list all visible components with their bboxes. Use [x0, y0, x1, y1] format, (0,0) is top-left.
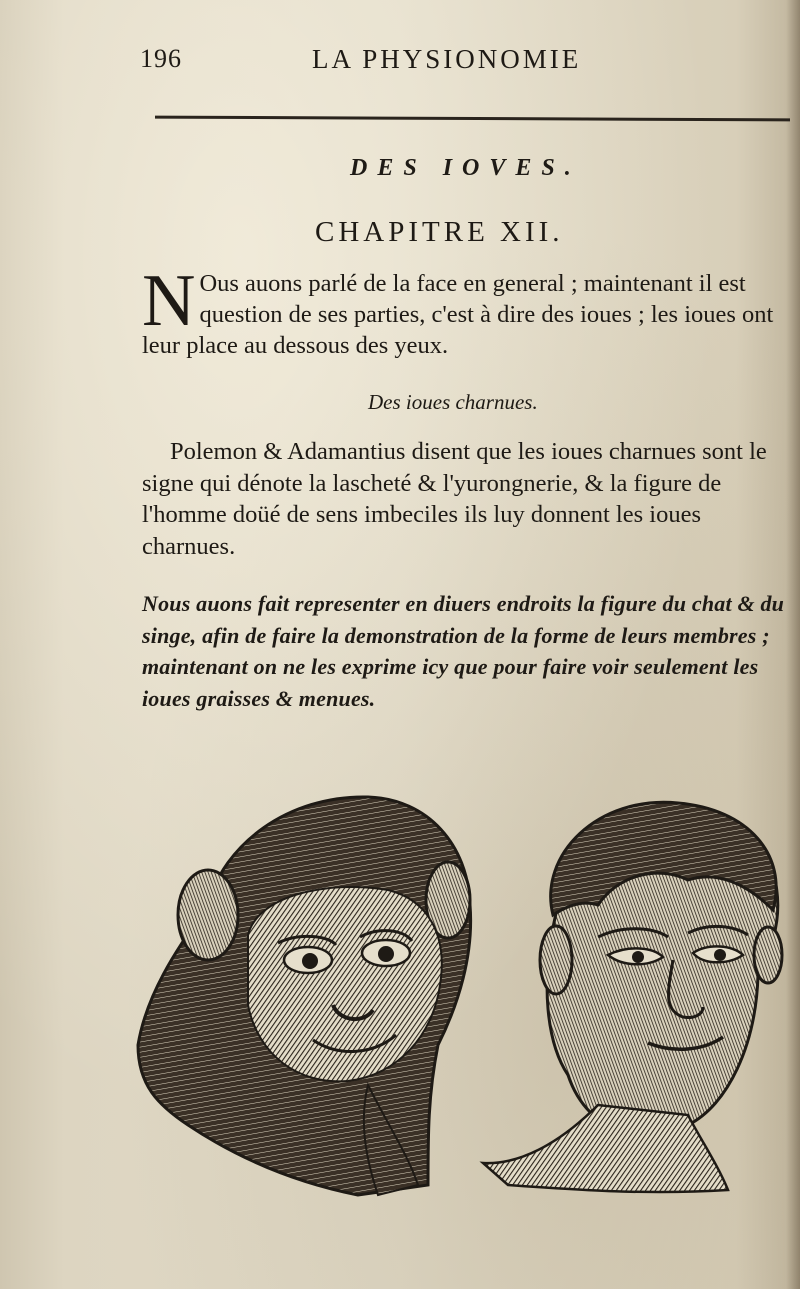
drop-cap: N: [142, 260, 196, 342]
italic-note-paragraph: Nous auons fait representer en diuers endroits la figure du chat & du singe, afin de faire la demonstration de la forme de leurs membres ; maintenant on ne les exprime icy que pour faire voir seulement les ioues graisses & menues.: [142, 591, 785, 711]
opening-paragraph: [142, 260, 792, 361]
page-number: 196: [140, 44, 182, 73]
body-paragraph: Polemon & Adamantius disent que les ioues charnues sont le signe qui dénote la lascheté & l'yurongnerie, & la figure de l'homme doüé de sens imbeciles ils luy donnent les ioues charnues.: [142, 438, 767, 560]
chapter-title: CHAPITRE XII.: [315, 216, 564, 248]
subheading: Des ioues charnues.: [368, 390, 538, 414]
woodcut-illustration: [128, 785, 788, 1225]
man-head-woodcut: [483, 802, 782, 1192]
header-rule: [155, 116, 790, 122]
opening-paragraph-text: Ous auons parlé de la face en general ; maintenant il est question de ses parties, c'est à dire des ioues ; les ioues ont leur place au dessous des yeux.: [142, 270, 774, 359]
running-head: LA PHYSIONOMIE: [312, 44, 582, 74]
section-title: DES IOVES.: [350, 155, 581, 181]
monkey-head-woodcut: [138, 797, 471, 1195]
page-header: [140, 44, 780, 84]
